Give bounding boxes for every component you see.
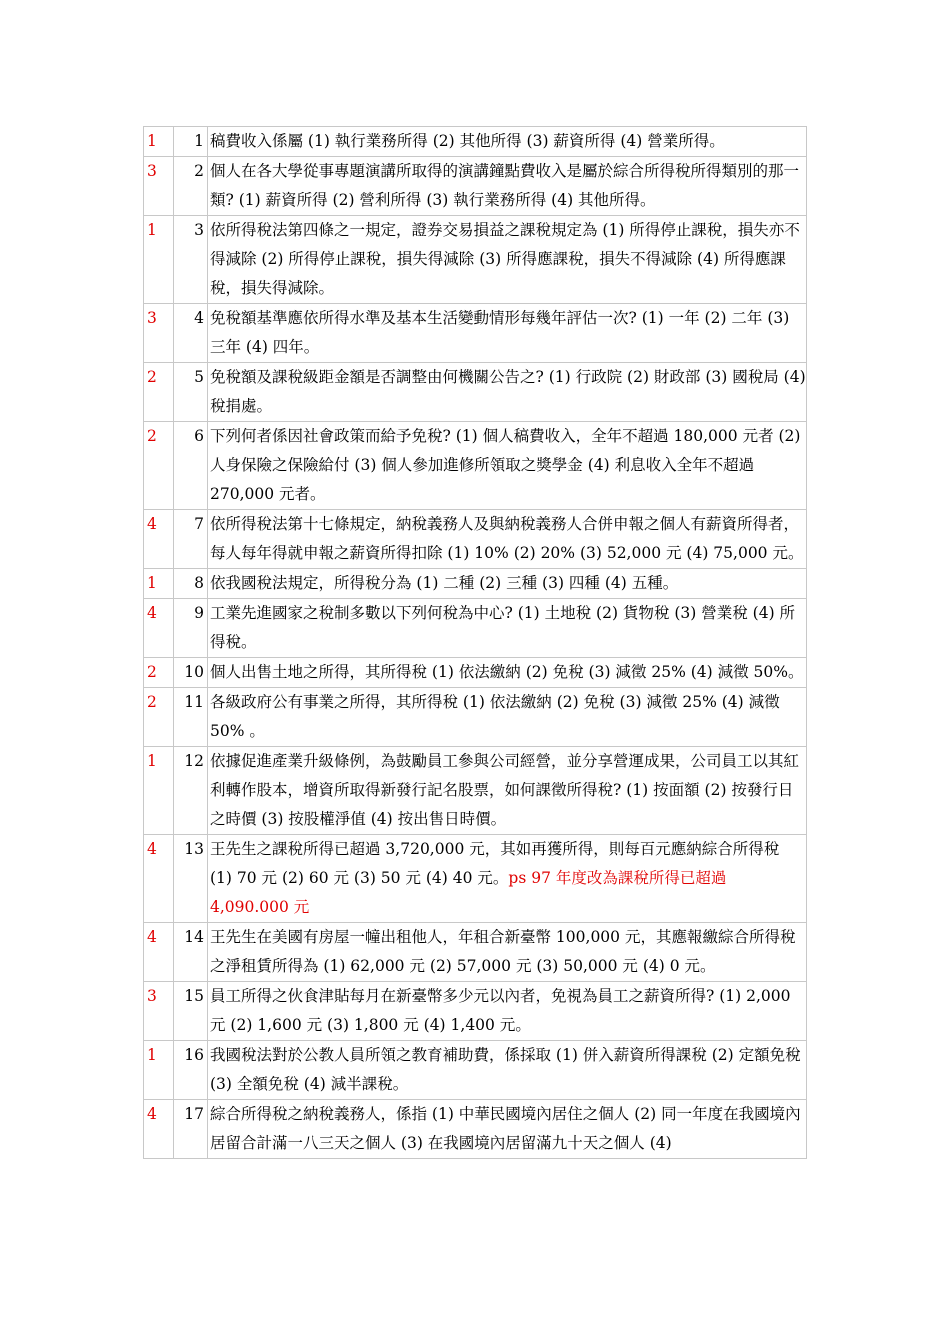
answer-cell: 1 xyxy=(144,569,174,599)
question-number: 11 xyxy=(174,688,208,747)
question-row xyxy=(144,747,807,835)
question-row xyxy=(144,1100,807,1159)
question-text-cell xyxy=(208,157,807,216)
question-row xyxy=(144,569,807,599)
question-text-cell xyxy=(208,688,807,747)
question-text-cell xyxy=(208,216,807,304)
question-text-cell xyxy=(208,127,807,157)
question-row xyxy=(144,835,807,923)
question-text: 免稅額及課稅級距金額是否調整由何機關公告之? (1) 行政院 (2) 財政部 (3) 國稅局 (4) 稅捐處。 xyxy=(210,368,806,415)
answer-cell: 1 xyxy=(144,747,174,835)
question-number: 7 xyxy=(174,510,208,569)
question-text-cell xyxy=(208,982,807,1041)
question-text-cell xyxy=(208,422,807,510)
answer-cell: 1 xyxy=(144,127,174,157)
question-row xyxy=(144,923,807,982)
answer-cell: 4 xyxy=(144,1100,174,1159)
question-number: 8 xyxy=(174,569,208,599)
question-text-cell xyxy=(208,363,807,422)
question-number: 9 xyxy=(174,599,208,658)
question-text-cell xyxy=(208,599,807,658)
question-number: 12 xyxy=(174,747,208,835)
question-number: 13 xyxy=(174,835,208,923)
question-note: ps 97 年度改為課稅所得已超過 4,090.000 元 xyxy=(210,869,727,916)
question-text-cell xyxy=(208,304,807,363)
question-rows xyxy=(144,127,807,1159)
question-text: 綜合所得稅之納稅義務人，係指 (1) 中華民國境內居住之個人 (2) 同一年度在我國境內居留合計滿一八三天之個人 (3) 在我國境內居留滿九十天之個人 (4) xyxy=(210,1105,801,1152)
question-table xyxy=(143,126,807,1159)
question-text: 我國稅法對於公教人員所領之教育補助費，係採取 (1) 併入薪資所得課稅 (2) 定額免稅 (3) 全額免稅 (4) 減半課稅。 xyxy=(210,1046,801,1093)
answer-cell: 2 xyxy=(144,363,174,422)
question-number: 1 xyxy=(174,127,208,157)
question-text: 稿費收入係屬 (1) 執行業務所得 (2) 其他所得 (3) 薪資所得 (4) 營業所得。 xyxy=(210,132,725,150)
answer-cell: 4 xyxy=(144,510,174,569)
question-row xyxy=(144,363,807,422)
question-text: 個人出售土地之所得，其所得稅 (1) 依法繳納 (2) 免稅 (3) 減徵 25% (4) 減徵 50%。 xyxy=(210,663,804,681)
question-number: 14 xyxy=(174,923,208,982)
question-text: 工業先進國家之稅制多數以下列何稅為中心? (1) 土地稅 (2) 貨物稅 (3) 營業稅 (4) 所得稅。 xyxy=(210,604,796,651)
question-text: 王先生之課稅所得已超過 3,720,000 元，其如再獲所得，則每百元應納綜合所得稅 (1) 70 元 (2) 60 元 (3) 50 元 (4) 40 元。 xyxy=(210,840,780,887)
answer-cell: 3 xyxy=(144,982,174,1041)
answer-cell: 4 xyxy=(144,923,174,982)
question-row xyxy=(144,422,807,510)
question-number: 17 xyxy=(174,1100,208,1159)
question-number: 10 xyxy=(174,658,208,688)
question-row xyxy=(144,599,807,658)
question-text: 依所得稅法第四條之一規定，證券交易損益之課稅規定為 (1) 所得停止課稅，損失亦不得減除 (2) 所得停止課稅，損失得減除 (3) 所得應課稅，損失不得減除 (4) 所得應課稅，損失得減除。 xyxy=(210,221,800,297)
question-row xyxy=(144,157,807,216)
question-text: 依所得稅法第十七條規定，納稅義務人及與納稅義務人合併申報之個人有薪資所得者，每人每年得就申報之薪資所得扣除 (1) 10% (2) 20% (3) 52,000 元 (4) 75,000 元。 xyxy=(210,515,804,562)
question-row xyxy=(144,127,807,157)
question-text-cell xyxy=(208,923,807,982)
answer-cell: 2 xyxy=(144,658,174,688)
answer-cell: 3 xyxy=(144,157,174,216)
question-row xyxy=(144,658,807,688)
question-number: 4 xyxy=(174,304,208,363)
question-row xyxy=(144,510,807,569)
question-number: 15 xyxy=(174,982,208,1041)
question-text-cell xyxy=(208,569,807,599)
question-text-cell xyxy=(208,835,807,923)
question-row xyxy=(144,1041,807,1100)
question-row xyxy=(144,982,807,1041)
question-row xyxy=(144,304,807,363)
question-row xyxy=(144,688,807,747)
question-number: 5 xyxy=(174,363,208,422)
question-text: 王先生在美國有房屋一幢出租他人，年租合新臺幣 100,000 元，其應報繳綜合所得稅之淨租賃所得為 (1) 62,000 元 (2) 57,000 元 (3) 50,000 元 (4) 0 元。 xyxy=(210,928,796,975)
question-number: 16 xyxy=(174,1041,208,1100)
answer-cell: 2 xyxy=(144,688,174,747)
answer-cell: 4 xyxy=(144,835,174,923)
question-number: 2 xyxy=(174,157,208,216)
question-text: 依據促進產業升級條例，為鼓勵員工參與公司經營，並分享營運成果，公司員工以其紅利轉作股本，增資所取得新發行記名股票，如何課徵所得稅? (1) 按面額 (2) 按發行日之時價 (3) 按股權淨值 (4) 按出售日時價。 xyxy=(210,752,800,828)
question-text: 依我國稅法規定，所得稅分為 (1) 二種 (2) 三種 (3) 四種 (4) 五種。 xyxy=(210,574,679,592)
question-text: 免稅額基準應依所得水準及基本生活變動情形每幾年評估一次? (1) 一年 (2) 二年 (3) 三年 (4) 四年。 xyxy=(210,309,790,356)
answer-cell: 3 xyxy=(144,304,174,363)
question-text-cell xyxy=(208,747,807,835)
question-text-cell xyxy=(208,1041,807,1100)
question-text: 各級政府公有事業之所得，其所得稅 (1) 依法繳納 (2) 免稅 (3) 減徵 25% (4) 減徵 50% 。 xyxy=(210,693,780,740)
question-text-cell xyxy=(208,1100,807,1159)
question-number: 3 xyxy=(174,216,208,304)
question-number: 6 xyxy=(174,422,208,510)
question-text: 下列何者係因社會政策而給予免稅? (1) 個人稿費收入，全年不超過 180,000 元者 (2) 人身保險之保險給付 (3) 個人參加進修所領取之獎學金 (4) 利息收入全年不超過 270,000 元者。 xyxy=(210,427,801,503)
answer-cell: 2 xyxy=(144,422,174,510)
answer-cell: 1 xyxy=(144,216,174,304)
answer-cell: 1 xyxy=(144,1041,174,1100)
answer-cell: 4 xyxy=(144,599,174,658)
question-text: 個人在各大學從事專題演講所取得的演講鐘點費收入是屬於綜合所得稅所得類別的那一類? (1) 薪資所得 (2) 營利所得 (3) 執行業務所得 (4) 其他所得。 xyxy=(210,162,800,209)
question-text: 員工所得之伙食津貼每月在新臺幣多少元以內者，免視為員工之薪資所得? (1) 2,000 元 (2) 1,600 元 (3) 1,800 元 (4) 1,400 元。 xyxy=(210,987,791,1034)
question-row xyxy=(144,216,807,304)
question-text-cell xyxy=(208,658,807,688)
question-text-cell xyxy=(208,510,807,569)
